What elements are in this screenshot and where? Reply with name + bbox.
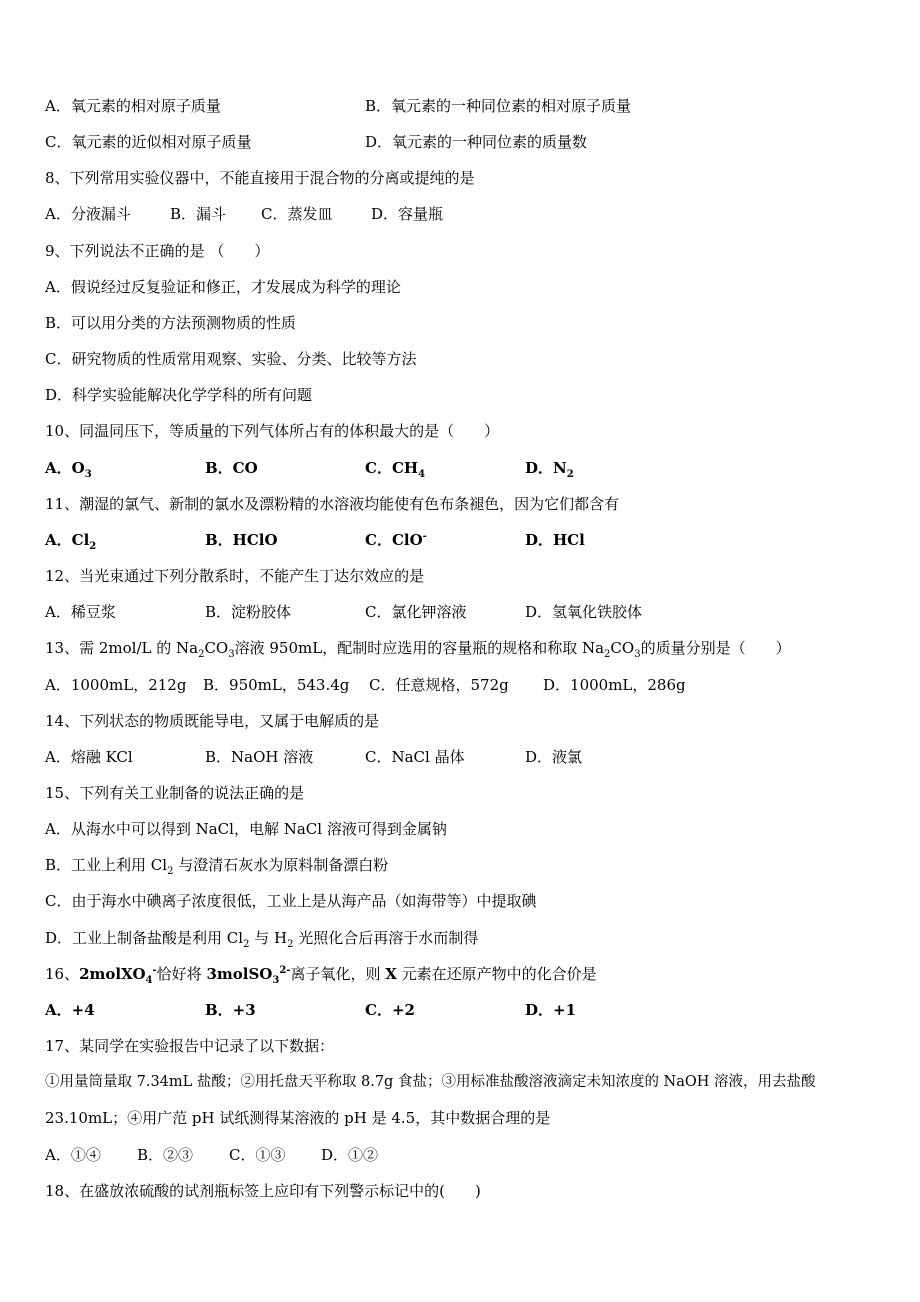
q10-options bbox=[45, 458, 574, 478]
q17-option-c[interactable]: C．①③ bbox=[229, 1146, 286, 1164]
q12-option-c[interactable]: C．氯化钾溶液 bbox=[365, 603, 467, 621]
q13-option-b[interactable]: B．950mL，543.4g bbox=[203, 676, 350, 694]
q17-option-b[interactable]: B．②③ bbox=[137, 1146, 194, 1164]
q9-option-b[interactable]: B．可以用分类的方法预测物质的性质 bbox=[45, 314, 297, 332]
q8-option-b[interactable]: B．漏斗 bbox=[170, 205, 227, 223]
q14-option-a[interactable]: A．熔融 KCl bbox=[45, 748, 133, 766]
question-11: 11、潮湿的氯气、新制的氯水及漂粉精的水溶液均能使有色布条褪色，因为它们都含有 bbox=[45, 495, 620, 513]
q17-data-line-2: 23.10mL；④用广范 pH 试纸测得某溶液的 pH 是 4.5，其中数据合理的是 bbox=[45, 1109, 551, 1127]
question-12: 12、当光束通过下列分散系时，不能产生丁达尔效应的是 bbox=[45, 567, 425, 585]
question-15: 15、下列有关工业制备的说法正确的是 bbox=[45, 784, 305, 802]
q10-option-d[interactable]: D．$N_2$ bbox=[525, 459, 574, 480]
q13-option-c[interactable]: C．任意规格，572g bbox=[369, 676, 509, 694]
q14-option-c[interactable]: C．NaCl 晶体 bbox=[365, 748, 465, 766]
q7-option-d[interactable]: D．氧元素的一种同位素的质量数 bbox=[365, 133, 588, 151]
q11-option-c[interactable]: C．ClO- bbox=[365, 531, 427, 549]
q12-option-b[interactable]: B．淀粉胶体 bbox=[205, 603, 292, 621]
q13-options bbox=[45, 675, 686, 695]
q11-option-d[interactable]: D．HCl bbox=[525, 531, 585, 549]
q7-option-b[interactable]: B．氧元素的一种同位素的相对原子质量 bbox=[365, 97, 632, 115]
q9-option-a[interactable]: A．假说经过反复验证和修正，才发展成为科学的理论 bbox=[45, 278, 401, 296]
q8-options bbox=[45, 204, 443, 224]
q8-option-a[interactable]: A．分液漏斗 bbox=[45, 205, 131, 223]
q17-option-a[interactable]: A．①④ bbox=[45, 1146, 101, 1164]
q12-option-d[interactable]: D．氢氧化铁胶体 bbox=[525, 603, 643, 621]
q11-option-a[interactable]: A．$Cl_2$ bbox=[45, 531, 97, 552]
q15-option-c[interactable]: C．由于海水中碘离子浓度很低，工业上是从海产品（如海带等）中提取碘 bbox=[45, 892, 537, 910]
q12-options bbox=[45, 602, 642, 622]
q11-option-b[interactable]: B．HClO bbox=[205, 531, 278, 549]
q15-option-a[interactable]: A．从海水中可以得到 NaCl，电解 NaCl 溶液可得到金属钠 bbox=[45, 820, 447, 838]
q16-option-c[interactable]: C．+2 bbox=[365, 1001, 415, 1019]
question-9: 9、下列说法不正确的是 （ ） bbox=[45, 242, 270, 260]
q16-option-a[interactable]: A．+4 bbox=[45, 1001, 95, 1019]
q15-option-b[interactable]: B．工业上利用 $Cl_2$ 与澄清石灰水为原料制备漂白粉 bbox=[45, 856, 389, 877]
q10-option-c[interactable]: C．$CH_4$ bbox=[365, 459, 426, 480]
q7-option-a[interactable]: A．氧元素的相对原子质量 bbox=[45, 97, 221, 115]
question-10: 10、同温同压下，等质量的下列气体所占有的体积最大的是（ ） bbox=[45, 422, 500, 440]
question-14: 14、下列状态的物质既能导电，又属于电解质的是 bbox=[45, 712, 380, 730]
q14-options bbox=[45, 747, 582, 767]
question-18: 18、在盛放浓硫酸的试剂瓶标签上应印有下列警示标记中的( ) bbox=[45, 1182, 481, 1200]
q10-option-a[interactable]: A．$O_3$ bbox=[45, 459, 92, 480]
q16-option-b[interactable]: B．+3 bbox=[205, 1001, 256, 1019]
q17-option-d[interactable]: D．①② bbox=[321, 1146, 379, 1164]
q9-option-c[interactable]: C．研究物质的性质常用观察、实验、分类、比较等方法 bbox=[45, 350, 417, 368]
q13-option-a[interactable]: A．1000mL，212g bbox=[45, 676, 187, 694]
q16-options bbox=[45, 1000, 576, 1020]
q16-option-d[interactable]: D．+1 bbox=[525, 1001, 577, 1019]
q12-option-a[interactable]: A．稀豆浆 bbox=[45, 603, 116, 621]
q17-options bbox=[45, 1145, 378, 1165]
q13-option-d[interactable]: D．1000mL，286g bbox=[543, 676, 686, 694]
q15-option-d[interactable]: D．工业上制备盐酸是利用 $Cl_2$ 与 $H_2$ 光照化合后再溶于水而制得 bbox=[45, 929, 479, 950]
q17-data-line-1: ①用量筒量取 7.34mL 盐酸；②用托盘天平称取 8.7g 食盐；③用标准盐酸溶液滴定未知浓度的 NaOH 溶液，用去盐酸 bbox=[45, 1074, 816, 1090]
q8-option-c[interactable]: C．蒸发皿 bbox=[261, 205, 333, 223]
q9-option-d[interactable]: D．科学实验能解决化学学科的所有问题 bbox=[45, 386, 313, 404]
q10-option-b[interactable]: B．CO bbox=[205, 459, 258, 477]
q14-option-d[interactable]: D．液氯 bbox=[525, 748, 583, 766]
question-13: 13、需 2mol/L 的 $Na_2CO_3$溶液 950mL，配制时应选用的容量瓶的规格和称取 $Na_2CO_3$的质量分别是（ ） bbox=[45, 639, 791, 660]
q8-option-d[interactable]: D．容量瓶 bbox=[371, 205, 444, 223]
q7-option-c[interactable]: C．氧元素的近似相对原子质量 bbox=[45, 133, 252, 151]
question-8: 8、下列常用实验仪器中，不能直接用于混合物的分离或提纯的是 bbox=[45, 169, 475, 187]
question-17: 17、某同学在实验报告中记录了以下数据： bbox=[45, 1037, 335, 1055]
q7-options-cd bbox=[45, 132, 587, 152]
q7-options-ab bbox=[45, 96, 631, 116]
q14-option-b[interactable]: B．NaOH 溶液 bbox=[205, 748, 314, 766]
q11-options bbox=[45, 530, 585, 550]
question-16: 16、2molXO$_4$-恰好将 3molSO$_3^{2-}$离子氧化，则 X 元素在还原产物中的化合价是 bbox=[45, 965, 597, 986]
